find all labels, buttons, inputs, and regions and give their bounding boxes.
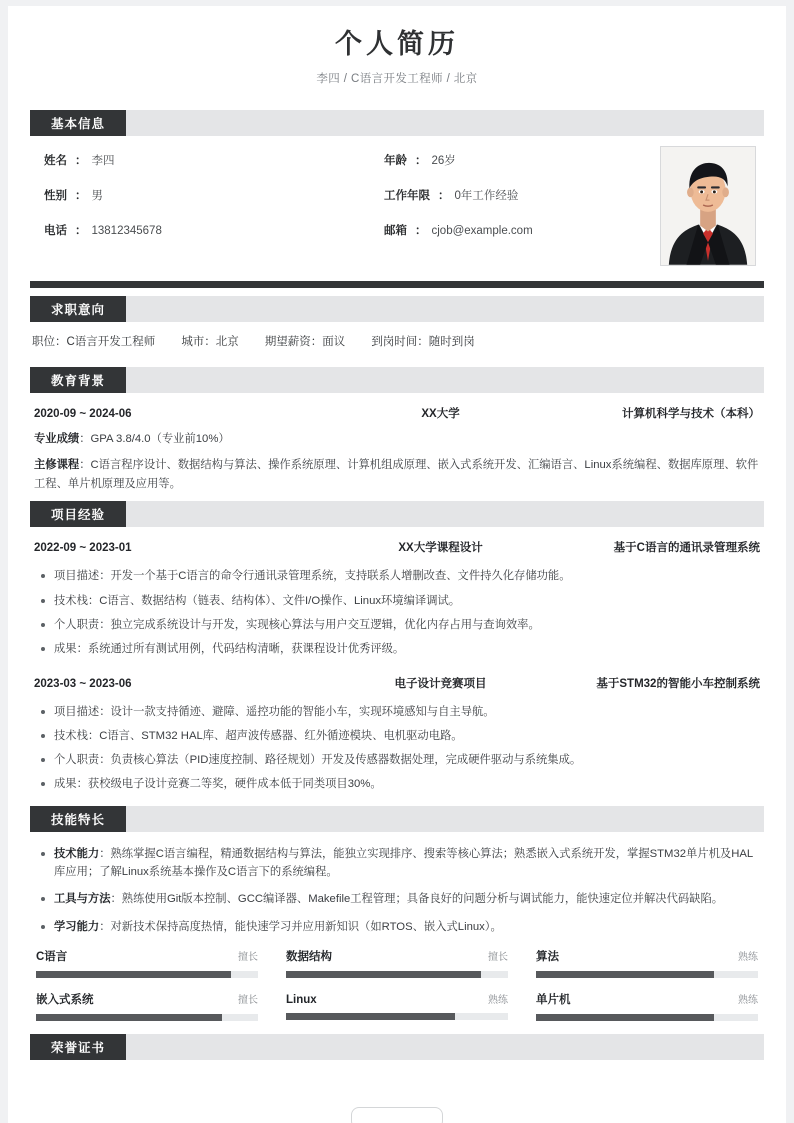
skill-bar-track bbox=[36, 971, 258, 978]
field-gender-colon: ： bbox=[75, 190, 87, 203]
field-age-colon: ： bbox=[415, 155, 427, 168]
skill-bar-head bbox=[286, 948, 508, 964]
section-header-projects bbox=[30, 501, 764, 527]
section-tag-skills: 技能特长 bbox=[30, 806, 126, 832]
skill-bar-level: 擅长 bbox=[238, 994, 258, 1006]
skill-bar-item bbox=[36, 948, 258, 991]
skill-bar-name: 算法 bbox=[536, 950, 559, 963]
skill-bar-fill bbox=[36, 1014, 222, 1021]
project-heading-row bbox=[30, 527, 764, 557]
skill-bar-item bbox=[36, 991, 258, 1034]
skill-bar-track bbox=[286, 1013, 508, 1020]
resume-inner bbox=[8, 6, 786, 1123]
education-gpa-row bbox=[30, 423, 764, 449]
field-email bbox=[384, 222, 670, 238]
list-item: 个人职责：独立完成系统设计与开发，实现核心算法与用户交互逻辑，优化内存占用与查询效率。 bbox=[34, 616, 760, 634]
field-experience bbox=[384, 187, 670, 203]
field-phone bbox=[44, 222, 384, 238]
project-bullets bbox=[30, 557, 764, 658]
skill-bar-item bbox=[536, 948, 758, 991]
field-age-label: 年龄 bbox=[384, 155, 407, 168]
skill-points bbox=[30, 832, 764, 936]
list-item bbox=[34, 890, 760, 908]
skill-point-text: ：对新技术保持高度热情，能快速学习并应用新知识（如RTOS、嵌入式Linux）。 bbox=[99, 920, 502, 933]
skill-bar-name: 数据结构 bbox=[286, 950, 332, 963]
skill-bar-track bbox=[286, 971, 508, 978]
intent-position: 职位：C语言开发工程师 bbox=[32, 336, 156, 349]
field-name-value: 李四 bbox=[91, 155, 115, 168]
field-email-label: 邮箱 bbox=[384, 225, 407, 238]
avatar bbox=[660, 146, 756, 266]
skill-bar-item bbox=[286, 991, 508, 1034]
field-gender-label: 性别 bbox=[44, 190, 67, 203]
field-gender bbox=[44, 187, 384, 203]
skill-bar-level: 熟练 bbox=[488, 994, 508, 1006]
skill-bar-track bbox=[536, 1014, 758, 1021]
page-title: 个人简历 bbox=[335, 29, 459, 59]
skill-bar-fill bbox=[286, 971, 481, 978]
section-header-basic bbox=[30, 110, 764, 136]
field-email-colon: ： bbox=[415, 225, 427, 238]
field-name-colon: ： bbox=[75, 155, 87, 168]
education-gpa-value: ：GPA 3.8/4.0（专业前10%） bbox=[79, 433, 230, 446]
header-subtitle: 李四 / C语言开发工程师 / 北京 bbox=[316, 73, 478, 86]
list-item: 成果：获校级电子设计竞赛二等奖，硬件成本低于同类项目30%。 bbox=[34, 775, 760, 793]
section-header-intent bbox=[30, 296, 764, 322]
education-school: XX大学 bbox=[421, 408, 460, 421]
skill-bar-name: C语言 bbox=[36, 950, 68, 963]
project-org: XX大学课程设计 bbox=[398, 542, 483, 555]
skill-bar-fill bbox=[536, 971, 714, 978]
skill-bar-fill bbox=[36, 971, 231, 978]
list-item: 项目描述：设计一款支持循迹、避障、遥控功能的智能小车，实现环境感知与自主导航。 bbox=[34, 703, 760, 721]
skill-bar-level: 擅长 bbox=[488, 951, 508, 963]
intent-salary: 期望薪资：面议 bbox=[264, 336, 346, 349]
skill-bar-item bbox=[286, 948, 508, 991]
field-email-value: cjob@example.com bbox=[431, 225, 533, 238]
education-courses-row bbox=[30, 449, 764, 493]
education-heading-row bbox=[30, 393, 764, 423]
field-experience-label: 工作年限 bbox=[384, 190, 430, 203]
section-tag-basic: 基本信息 bbox=[30, 110, 126, 136]
intent-city: 城市：北京 bbox=[181, 336, 239, 349]
skill-bar-head bbox=[286, 991, 508, 1006]
bottom-cut-element bbox=[351, 1107, 443, 1123]
education-courses-value: ：C语言程序设计、数据结构与算法、操作系统原理、计算机组成原理、嵌入式系统开发、汇编语言、Linux系统编程、数据库原理、软件工程、单片机原理及应用等。 bbox=[34, 459, 759, 490]
section-header-skills bbox=[30, 806, 764, 832]
list-item: 个人职责：负责核心算法（PID速度控制、路径规划）开发及传感器数据处理，完成硬件驱动与系统集成。 bbox=[34, 751, 760, 769]
job-intent-row bbox=[30, 322, 764, 359]
skill-bar-fill bbox=[536, 1014, 714, 1021]
field-name bbox=[44, 152, 384, 168]
divider-rule bbox=[30, 281, 764, 288]
list-item: 项目描述：开发一个基于C语言的命令行通讯录管理系统，支持联系人增删改查、文件持久化存储功能。 bbox=[34, 567, 760, 585]
resume-header bbox=[30, 6, 764, 102]
skill-bar-fill bbox=[286, 1013, 455, 1020]
intent-availability: 到岗时间：随时到岗 bbox=[371, 336, 475, 349]
field-gender-value: 男 bbox=[91, 190, 103, 203]
list-item bbox=[34, 845, 760, 882]
education-gpa-label: 专业成绩 bbox=[34, 433, 80, 446]
education-courses-label: 主修课程 bbox=[34, 459, 80, 472]
field-age-value: 26岁 bbox=[431, 155, 456, 168]
skill-bar-name: 嵌入式系统 bbox=[36, 993, 94, 1006]
education-major: 计算机科学与技术（本科） bbox=[621, 408, 760, 421]
skill-point-label: 技术能力 bbox=[54, 847, 100, 860]
skill-point-label: 工具与方法 bbox=[54, 893, 111, 906]
field-phone-colon: ： bbox=[75, 225, 87, 238]
skill-bar-name: Linux bbox=[286, 993, 317, 1006]
section-header-honors bbox=[30, 1034, 764, 1060]
project-title: 基于STM32的智能小车控制系统 bbox=[596, 677, 760, 690]
section-tag-education: 教育背景 bbox=[30, 367, 126, 393]
list-item: 成果：系统通过所有测试用例，代码结构清晰，获课程设计优秀评级。 bbox=[34, 640, 760, 658]
basic-info-block bbox=[30, 136, 764, 272]
project-date: 2022-09 ~ 2023-01 bbox=[34, 542, 132, 555]
skill-bars-grid bbox=[30, 936, 764, 1034]
field-age bbox=[384, 152, 670, 168]
field-experience-value: 0年工作经验 bbox=[454, 190, 519, 203]
field-phone-value: 13812345678 bbox=[91, 225, 162, 238]
skill-point-text: ：熟练使用Git版本控制、GCC编译器、Makefile工程管理；具备良好的问题分析与调试能力，能快速定位并解决代码缺陷。 bbox=[110, 893, 724, 906]
skill-bar-level: 熟练 bbox=[738, 994, 758, 1006]
section-tag-honors: 荣誉证书 bbox=[30, 1034, 126, 1060]
section-tag-intent: 求职意向 bbox=[30, 296, 126, 322]
field-experience-colon: ： bbox=[438, 190, 450, 203]
basic-info-grid bbox=[30, 152, 670, 238]
project-bullets bbox=[30, 693, 764, 794]
project-date: 2023-03 ~ 2023-06 bbox=[34, 677, 132, 690]
section-tag-projects: 项目经验 bbox=[30, 501, 126, 527]
skill-bar-head bbox=[36, 991, 258, 1007]
project-title: 基于C语言的通讯录管理系统 bbox=[613, 542, 760, 555]
list-item: 技术栈：C语言、STM32 HAL库、超声波传感器、红外循迹模块、电机驱动电路。 bbox=[34, 727, 760, 745]
field-phone-label: 电话 bbox=[44, 225, 67, 238]
skill-bar-track bbox=[36, 1014, 258, 1021]
project-heading-row bbox=[30, 659, 764, 693]
section-header-education bbox=[30, 367, 764, 393]
skill-bar-head bbox=[36, 948, 258, 964]
skill-bar-track bbox=[536, 971, 758, 978]
field-name-label: 姓名 bbox=[44, 155, 67, 168]
skill-bar-level: 擅长 bbox=[238, 951, 258, 963]
skill-bar-name: 单片机 bbox=[536, 993, 571, 1006]
list-item bbox=[34, 918, 760, 936]
skill-point-label: 学习能力 bbox=[54, 920, 100, 933]
skill-bar-head bbox=[536, 991, 758, 1007]
skill-bar-item bbox=[536, 991, 758, 1034]
skill-bar-head bbox=[536, 948, 758, 964]
skill-point-text: ：熟练掌握C语言编程，精通数据结构与算法，能独立实现排序、搜索等核心算法；熟悉嵌入式系统开发，掌握STM32单片机及HAL库应用；了解Linux系统基本操作及C语言下的系统编程。 bbox=[54, 847, 754, 878]
list-item: 技术栈：C语言、数据结构（链表、结构体）、文件I/O操作、Linux环境编译调试。 bbox=[34, 592, 760, 610]
education-date: 2020-09 ~ 2024-06 bbox=[34, 408, 132, 421]
project-org: 电子设计竞赛项目 bbox=[394, 677, 487, 690]
skill-bar-level: 熟练 bbox=[738, 951, 758, 963]
